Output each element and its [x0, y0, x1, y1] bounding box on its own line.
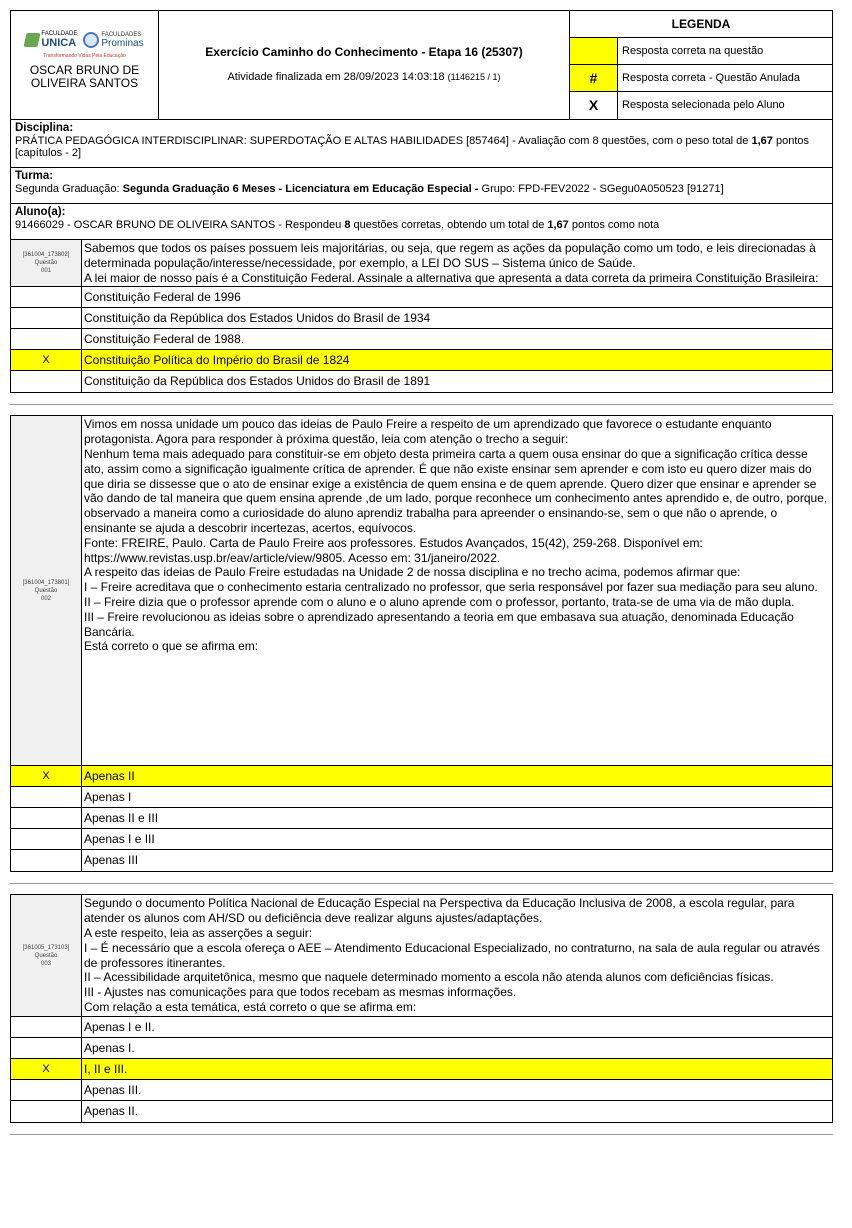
question-number: 002: [40, 595, 51, 602]
student-points: 1,67: [547, 219, 569, 231]
question-paragraph: I – Freire acreditava que o conhecimento estaria centralizado no professor, que seria responsável por fazer sua mediação para seu aluno.: [84, 580, 818, 595]
question-separator: [10, 393, 833, 415]
question-id: [11, 240, 82, 286]
legend-swatch-annulled: #: [570, 65, 618, 91]
question-003: [10, 894, 833, 1122]
logo-cell: [11, 11, 159, 119]
unica-logo-icon: [24, 33, 41, 47]
finished-code: (1146215 / 1): [447, 72, 501, 82]
option-mark: [11, 287, 82, 307]
legend-text-correct: Resposta correta na questão: [622, 45, 764, 57]
question-paragraph: II – Acessibilidade arquitetônica, mesmo que naquele determinado momento a escola não atenda alunos com deficiências físicas.: [84, 970, 774, 985]
question-label: Questão: [34, 260, 58, 267]
answer-option: [11, 829, 832, 850]
question-paragraph: Nenhum tema mais adequado para constituir-se em objeto desta primeira carta a quem ousa ensinar do que a significação crítica desse ato, assim como a significação igualmente crítica de aprender. É que não existe ensinar sem aprender e com isto eu quero dizer mais do que diria se dissesse que o ato de ensinar exige a existência de quem ensina e de quem aprende. Quero dizer que ensinar e aprender se vão dando de tal maneira que quem ensina aprende ,de um lado, porque reconhece um conhecimento antes aprendido e, de outro, porque, observado a maneira como a curiosidade do aluno aprendiz trabalha para apreender o ensinando-se, sem o que não o aprende, o ensinante se ajuda a descobrir incertezas, acertos, equívocos.: [84, 446, 828, 535]
activity-report: [10, 10, 833, 1145]
class-info: [10, 168, 833, 204]
question-number: 001: [40, 268, 51, 275]
discipline-points: 1,67: [751, 135, 773, 147]
question-002: [10, 415, 833, 872]
option-text: Constituição Federal de 1996: [84, 290, 241, 305]
answer-option: [11, 308, 832, 329]
question-statement: [11, 895, 832, 1016]
option-text: Constituição Federal de 1988.: [84, 332, 245, 347]
option-text: Apenas II: [84, 769, 135, 784]
legend: [570, 11, 832, 119]
option-text: Apenas I: [84, 790, 132, 805]
legend-row-correct: [570, 38, 832, 65]
exercise-title: Exercício Caminho do Conhecimento - Etapa 16 (25307): [205, 45, 523, 59]
option-mark: [11, 829, 82, 849]
title-cell: [159, 11, 570, 119]
unica-logo-text: UNICA: [41, 37, 77, 49]
legend-row-selected: [570, 92, 832, 119]
question-paragraph: Está correto o que se afirma em:: [84, 639, 259, 654]
legend-row-annulled: [570, 65, 832, 92]
answer-option: [11, 808, 832, 829]
option-mark: X: [11, 1059, 82, 1079]
option-text: I, II e III.: [84, 1061, 128, 1076]
question-paragraph: III - Ajustes nas comunicações para que todos recebam as mesmas informações.: [84, 985, 517, 1000]
question-paragraph: I – É necessário que a escola ofereça o AEE – Atendimento Educacional Especializado, no contraturno, na sala de aula regular ou através de professores itinerantes.: [84, 940, 820, 970]
question-paragraph: A este respeito, leia as asserções a seguir:: [84, 925, 313, 940]
option-mark: [11, 329, 82, 349]
answer-option: [11, 329, 832, 350]
class-group: Grupo: FPD-FEV2022 - SGegu0A050523 [91271]: [478, 183, 724, 195]
question-paragraph: III – Freire revolucionou as ideias sobre o aprendizado apresentando a teoria em que embasava sua atuação, denominada Educação Bancária.: [84, 609, 794, 639]
answer-option: [11, 1080, 832, 1101]
option-text: Apenas I e II.: [84, 1019, 155, 1034]
answer-option-selected: [11, 766, 832, 787]
prominas-logo-small: FACULDADES: [101, 31, 142, 38]
answer-option-selected: [11, 350, 832, 371]
question-paragraph: A lei maior de nosso país é a Constituição Federal. Assinale a alternativa que apresenta a data correta da primeira Constituição Brasileira:: [84, 270, 819, 285]
option-text: Apenas III: [84, 853, 139, 868]
class-course: Segunda Graduação 6 Meses - Licenciatura em Educação Especial -: [122, 183, 479, 195]
answer-option: [11, 1101, 832, 1122]
prominas-logo-icon: [83, 32, 99, 48]
question-number: 003: [40, 960, 51, 967]
question-id: [11, 416, 82, 765]
discipline-info: [10, 120, 833, 168]
option-text: Apenas I.: [84, 1040, 135, 1055]
question-paragraph: Sabemos que todos os países possuem leis majoritárias, ou seja, que regem as ações da população como um todo, e leis direcionadas à determinada população/interesse/necessidade, por exemplo, a LEI DO SUS – Sistema único de Saúde.: [84, 241, 816, 270]
option-mark: [11, 308, 82, 328]
question-paragraph: A respeito das ideias de Paulo Freire estudadas na Unidade 2 de nossa disciplina e no trecho acima, podemos afirmar que:: [84, 565, 741, 580]
discipline-text-end: pontos [capítulos - 2]: [15, 135, 809, 159]
finished-info: [159, 71, 569, 83]
legend-title: LEGENDA: [570, 11, 832, 38]
student-text-mid: questões corretas, obtendo um total de: [350, 219, 548, 231]
student-correct-count: 8: [344, 219, 351, 231]
unica-logo-small: FACULDADE: [41, 31, 78, 37]
option-text: Apenas I e III: [84, 832, 155, 847]
logo-tagline: Transformando Vidas Pela Educação: [43, 53, 126, 59]
student-label: Aluno(a):: [15, 206, 66, 218]
question-statement: [11, 240, 832, 287]
question-code: [361004_173801]: [22, 579, 70, 586]
answer-option: [11, 850, 832, 871]
student-info: [10, 204, 833, 240]
class-text: Segunda Graduação:: [15, 183, 123, 195]
option-mark: [11, 850, 82, 871]
report-header: [10, 10, 833, 120]
answer-option: [11, 787, 832, 808]
unica-logo: [25, 31, 77, 49]
legend-text-selected: Resposta selecionada pelo Aluno: [622, 99, 785, 111]
option-mark: [11, 371, 82, 392]
question-text: [82, 895, 832, 1015]
question-label: Questão: [34, 587, 58, 594]
question-id: [11, 895, 82, 1015]
option-text: Apenas II e III: [84, 811, 159, 826]
student-text-end: pontos como nota: [568, 219, 660, 231]
answer-option: [11, 1038, 832, 1059]
option-mark: X: [11, 350, 82, 370]
legend-swatch-selected: X: [570, 92, 618, 119]
option-text: Constituição da República dos Estados Unidos do Brasil de 1934: [84, 311, 431, 326]
question-paragraph: Com relação a esta temática, está correto o que se afirma em:: [84, 999, 417, 1014]
question-code: [361005_173103]: [22, 944, 70, 951]
option-text: Apenas II.: [84, 1103, 139, 1118]
answer-option: [11, 1017, 832, 1038]
option-mark: [11, 787, 82, 807]
question-label: Questão: [34, 952, 58, 959]
answer-option: [11, 287, 832, 308]
option-text: Apenas III.: [84, 1082, 142, 1097]
finished-text: Atividade finalizada em 28/09/2023 14:03:18: [227, 71, 445, 83]
prominas-logo: [83, 32, 143, 49]
option-mark: [11, 808, 82, 828]
question-text: [82, 416, 832, 765]
question-paragraph: Segundo o documento Política Nacional de Educação Especial na Perspectiva da Educação Inclusiva de 2008, a escola regular, para atender os alunos com AH/SD ou deficiência deve realizar alguns ajustes/adaptações.: [84, 896, 795, 926]
discipline-text: PRÁTICA PEDAGÓGICA INTERDISCIPLINAR: SUPERDOTAÇÃO E ALTAS HABILIDADES [857464] - Avaliação com 8 questões, com o peso total de: [15, 135, 752, 147]
prominas-logo-text: Prominas: [101, 37, 144, 49]
answer-option: [11, 371, 832, 392]
question-separator: [10, 872, 833, 894]
class-label: Turma:: [15, 170, 54, 182]
student-text: 91466029 - OSCAR BRUNO DE OLIVEIRA SANTOS - Respondeu: [15, 219, 345, 231]
legend-swatch-correct: [570, 38, 618, 64]
question-text: [82, 240, 832, 286]
option-mark: [11, 1017, 82, 1037]
option-mark: [11, 1101, 82, 1122]
institution-logos: [17, 29, 152, 51]
option-mark: X: [11, 766, 82, 786]
question-statement: [11, 416, 832, 766]
option-mark: [11, 1080, 82, 1100]
question-paragraph: II – Freire dizia que o professor aprende com o aluno e o aluno aprende com o professor, portanto, trata-se de uma via de mão dupla.: [84, 594, 795, 609]
legend-text-annulled: Resposta correta - Questão Anulada: [622, 72, 800, 84]
option-text: Constituição da República dos Estados Unidos do Brasil de 1891: [84, 374, 431, 389]
question-code: [361004_173802]: [22, 252, 70, 259]
question-001: [10, 240, 833, 393]
option-text: Constituição Política do Império do Brasil de 1824: [84, 353, 350, 368]
option-mark: [11, 1038, 82, 1058]
page-bottom-separator: [10, 1123, 833, 1145]
question-paragraph: Fonte: FREIRE, Paulo. Carta de Paulo Freire aos professores. Estudos Avançados, 15(42), 259-268. Disponível em: https://www.revistas.usp.br/eav/article/view/9805. Acesso em: 31/janeiro/2022.: [84, 535, 703, 565]
answer-option-selected: [11, 1059, 832, 1080]
discipline-label: Disciplina:: [15, 122, 74, 134]
question-paragraph: Vimos em nossa unidade um pouco das ideias de Paulo Freire a respeito de um aprendizado que favorece o estudante enquanto protagonista. Agora para responder à próxima questão, leia com atenção o trecho a seguir:: [84, 417, 772, 447]
header-student-name: OSCAR BRUNO DE OLIVEIRA SANTOS: [29, 63, 140, 90]
